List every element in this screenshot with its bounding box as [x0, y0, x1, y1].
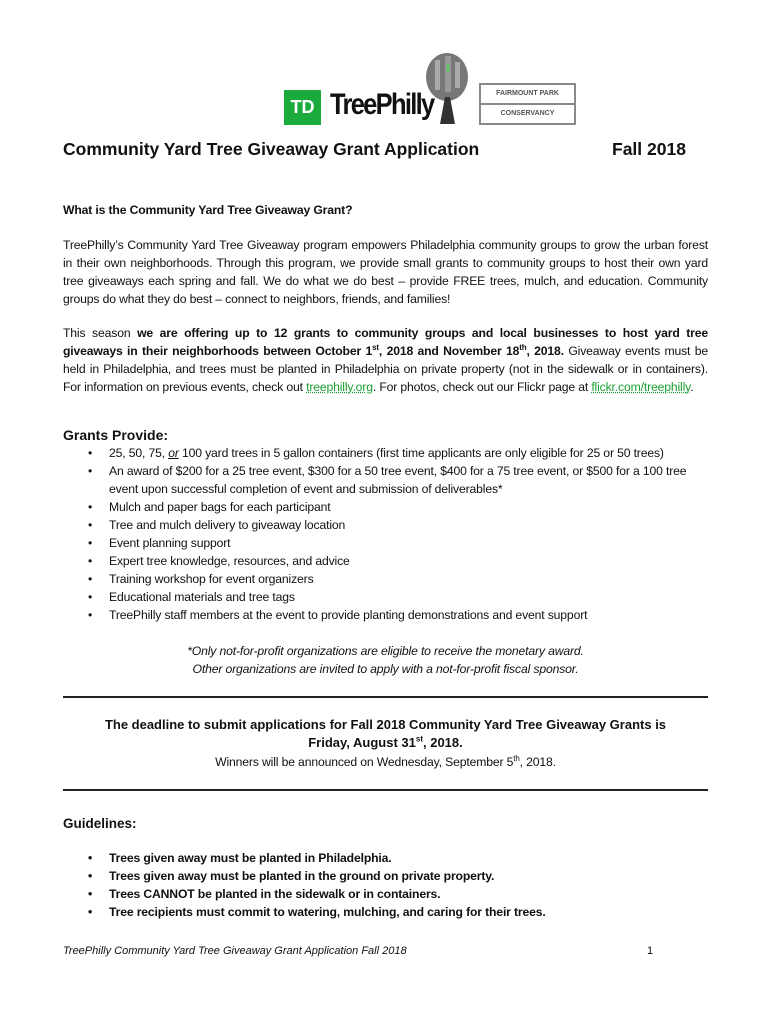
treephilly-link[interactable]: treephilly.org	[306, 380, 373, 394]
treephilly-logo: TreePhilly	[330, 88, 434, 121]
fpc-line1: FAIRMOUNT PARK	[481, 85, 574, 105]
list-item: • Mulch and paper bags for each participant	[63, 498, 708, 516]
season-label: Fall 2018	[612, 139, 686, 159]
intro-heading: What is the Community Yard Tree Giveaway Grant?	[63, 203, 353, 217]
sup: st	[372, 342, 379, 352]
list-item: • Tree recipients must commit to watering, mulching, and caring for their trees.	[63, 903, 708, 921]
text-or: or	[168, 446, 179, 460]
grants-list	[63, 444, 708, 624]
grants-heading: Grants Provide:	[63, 427, 169, 443]
text: .	[690, 380, 694, 394]
list-item: • TreePhilly staff members at the event to provide planting demonstrations and event support	[63, 606, 708, 624]
list-item: • Event planning support	[63, 534, 708, 552]
list-item: • Educational materials and tree tags	[63, 588, 708, 606]
td-logo: TD	[284, 90, 321, 125]
footer-text: TreePhilly Community Yard Tree Giveaway Grant Application Fall 2018	[63, 945, 407, 957]
grants-note-1: *Only not-for-profit organizations are eligible to receive the monetary award.	[187, 644, 584, 658]
text-bold: , 2018 and November 18	[378, 344, 520, 358]
text-bold: we are offering up to 12 grants to community groups and local businesses to host yard tree giveaways in their neighborhoods between October 1	[63, 326, 709, 358]
text: This season	[63, 326, 138, 340]
season-paragraph	[63, 324, 708, 396]
list-item: • An award of $200 for a 25 tree event, $300 for a 50 tree event, $400 for a 75 tree event, or $500 for a 100 tree event upon successful completion of event and submission of deliverables*	[63, 462, 708, 498]
text-bold: , 2018.	[526, 344, 564, 358]
list-item: • Tree and mulch delivery to giveaway location	[63, 516, 708, 534]
deadline-line-2: Friday, August 31st, 2018.	[308, 734, 463, 750]
grants-note-2: Other organizations are invited to apply with a not-for-profit fiscal sponsor.	[192, 662, 579, 676]
page-title: Community Yard Tree Giveaway Grant Application	[63, 139, 480, 159]
sup: th	[519, 342, 527, 352]
divider	[63, 696, 708, 698]
list-item: • 25, 50, 75, or 100 yard trees in 5 gallon containers (first time applicants are only eligible for 25 or 50 trees)	[63, 444, 708, 462]
guidelines-heading: Guidelines:	[63, 816, 137, 831]
fairmount-park-conservancy-logo	[479, 83, 576, 125]
guidelines-list	[63, 849, 708, 921]
list-item: • Training workshop for event organizers	[63, 570, 708, 588]
deadline-line-1: The deadline to submit applications for Fall 2018 Community Yard Tree Giveaway Grants is	[104, 717, 667, 732]
list-item: • Expert tree knowledge, resources, and advice	[63, 552, 708, 570]
list-item: • Trees given away must be planted in Philadelphia.	[63, 849, 708, 867]
winners-announcement: Winners will be announced on Wednesday, September 5th, 2018.	[215, 753, 556, 769]
flickr-link[interactable]: flickr.com/treephilly	[591, 380, 691, 394]
page-number: 1	[647, 945, 654, 957]
text: Giveaway events must be held in Philadelphia, and trees must be planted in Philadelphia on private property (not in the sidewalk or in containers). For information on previous events, check out	[63, 344, 708, 394]
list-item: • Trees CANNOT be planted in the sidewalk or in containers.	[63, 885, 708, 903]
list-item: • Trees given away must be planted in the ground on private property.	[63, 867, 708, 885]
fpc-line2: CONSERVANCY	[500, 110, 555, 117]
intro-paragraph: TreePhilly’s Community Yard Tree Giveaway program empowers Philadelphia community groups to grow the urban forest in their own neighborhoods. Through this program, we provide small grants to community groups to host their own yard tree giveaways each spring and fall. We do what we do best – provide FREE trees, mulch, and education. Community groups do what they do best – connect to neighbors, friends, and families!	[63, 238, 708, 306]
divider	[63, 789, 708, 791]
text: . For photos, check out our Flickr page at	[372, 380, 592, 394]
